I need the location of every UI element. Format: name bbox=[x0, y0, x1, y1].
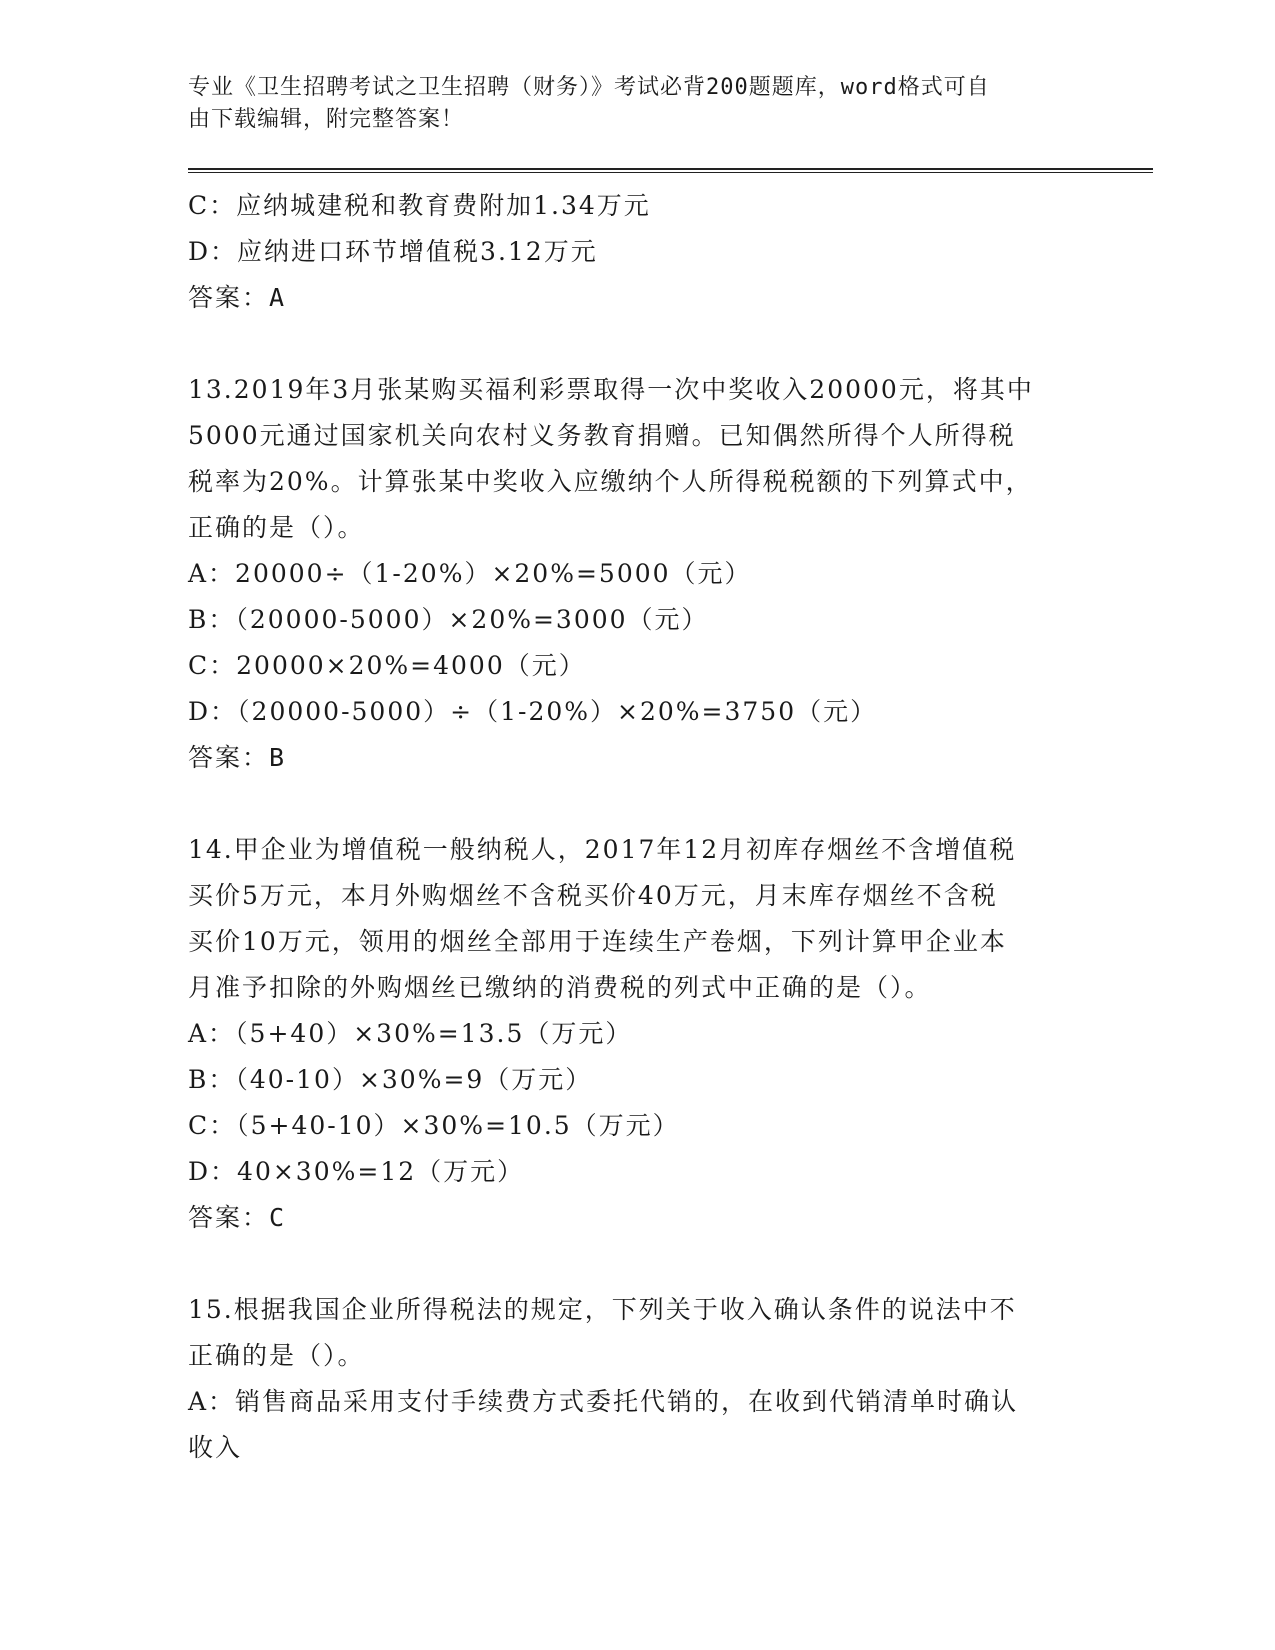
q13-stem-line: 正确的是（）。 bbox=[188, 513, 365, 542]
q15-stem-line: 正确的是（）。 bbox=[188, 1341, 365, 1370]
q14-option-b: B：（40-10）×30%=9（万元） bbox=[188, 1065, 593, 1094]
document-header bbox=[188, 72, 1088, 136]
q12-option-d: D：应纳进口环节增值税3.12万元 bbox=[188, 237, 598, 266]
q14-stem-line: 月准予扣除的外购烟丝已缴纳的消费税的列式中正确的是（）。 bbox=[188, 973, 932, 1002]
q15-option-a-continued: 收入 bbox=[188, 1433, 243, 1462]
q13-answer: 答案：B bbox=[188, 743, 287, 772]
q13-stem-line: 13.2019年3月张某购买福利彩票取得一次中奖收入20000元，将其中 bbox=[188, 375, 1034, 404]
q12-answer: 答案：A bbox=[188, 283, 287, 312]
q13-option-b: B：（20000-5000）×20%=3000（元） bbox=[188, 605, 709, 634]
q14-stem-line: 买价10万元，领用的烟丝全部用于连续生产卷烟，下列计算甲企业本 bbox=[188, 927, 1007, 956]
document-page bbox=[188, 72, 1153, 1471]
header-divider bbox=[188, 168, 1153, 173]
header-title-line-1: 专业《卫生招聘考试之卫生招聘（财务）》考试必背200题题库，word格式可自 bbox=[188, 75, 990, 100]
q14-option-a: A：（5+40）×30%=13.5（万元） bbox=[188, 1019, 633, 1048]
q13-stem-line: 税率为20%。计算张某中奖收入应缴纳个人所得税税额的下列算式中， bbox=[188, 467, 1033, 496]
q14-option-c: C：（5+40-10）×30%=10.5（万元） bbox=[188, 1111, 680, 1140]
header-title-line-2: 由下载编辑，附完整答案！ bbox=[188, 107, 465, 132]
q13-stem-line: 5000元通过国家机关向农村义务教育捐赠。已知偶然所得个人所得税 bbox=[188, 421, 1016, 450]
question-content bbox=[188, 183, 1153, 1471]
q15-option-a: A：销售商品采用支付手续费方式委托代销的，在收到代销清单时确认 bbox=[188, 1387, 1019, 1416]
q13-option-a: A：20000÷（1-20%）×20%=5000（元） bbox=[188, 559, 752, 588]
q12-option-c: C：应纳城建税和教育费附加1.34万元 bbox=[188, 191, 651, 220]
q14-stem-line: 买价5万元，本月外购烟丝不含税买价40万元，月末库存烟丝不含税 bbox=[188, 881, 998, 910]
q14-answer: 答案：C bbox=[188, 1203, 287, 1232]
q14-stem-line: 14.甲企业为增值税一般纳税人，2017年12月初库存烟丝不含增值税 bbox=[188, 835, 1017, 864]
q14-option-d: D：40×30%=12（万元） bbox=[188, 1157, 525, 1186]
q13-option-d: D：（20000-5000）÷（1-20%）×20%=3750（元） bbox=[188, 697, 878, 726]
q13-option-c: C：20000×20%=4000（元） bbox=[188, 651, 586, 680]
q15-stem-line: 15.根据我国企业所得税法的规定，下列关于收入确认条件的说法中不 bbox=[188, 1295, 1017, 1324]
